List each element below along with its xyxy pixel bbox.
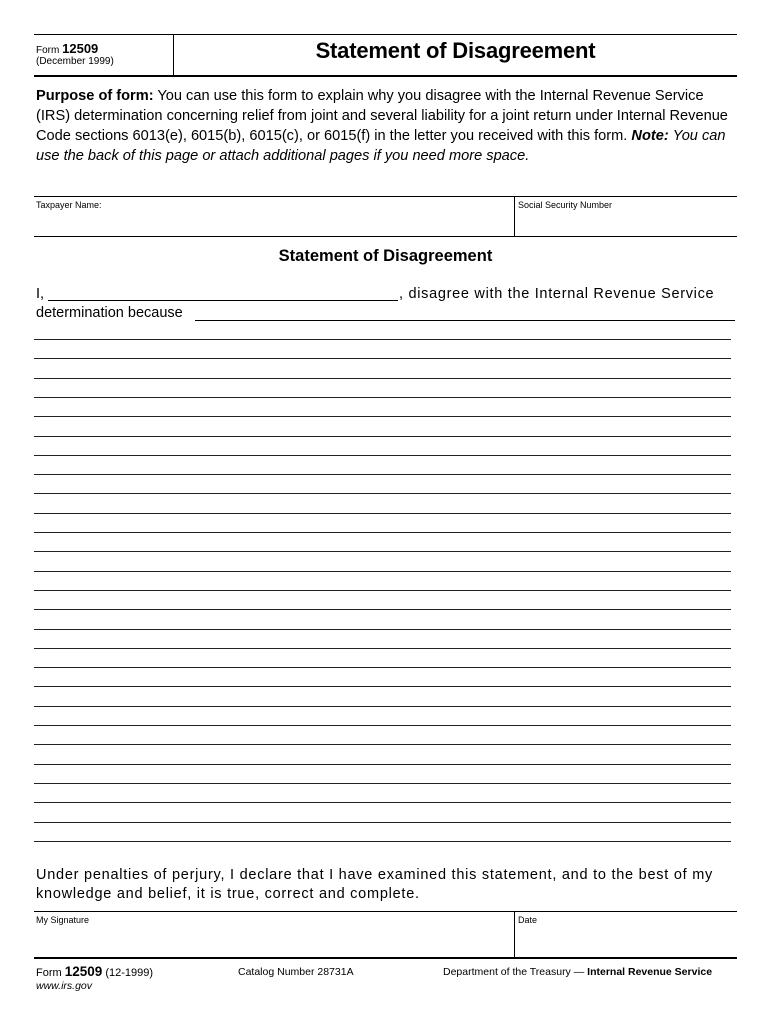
footer-form-number: 12509 [64,964,103,979]
writing-line [34,513,731,514]
writing-line [34,339,731,340]
writing-line [34,551,731,552]
purpose-label: Purpose of form: [36,88,154,104]
taxpayer-divider [514,197,515,236]
footer-form-id [36,964,153,979]
taxpayer-name-field[interactable]: Taxpayer Name: [36,200,102,210]
note-text: You can use the back of this page or attach additional pages if you need more space. [36,128,726,164]
writing-line [34,609,731,610]
name-blank-field[interactable] [48,300,398,301]
signature-field[interactable]: My Signature [36,915,90,925]
purpose-text: You can use this form to explain why you disagree with the Internal Revenue Service (IRS) determination concerning relief from joint and several liability for a joint return under Internal Revenue Code sections 6013(e), 6015(b), 6015(c), or 6015(f) in the letter you received with this form. [36,88,728,144]
note-label: Note: [631,128,669,144]
form-number: 12509 [62,41,99,56]
footer-department [443,966,712,978]
reason-blank-field[interactable] [195,320,735,321]
writing-line [34,725,731,726]
perjury-statement: Under penalties of perjury, I declare that I have examined this statement, and to the best of my knowledge and belief, it is true, correct and complete. [36,867,714,902]
ssn-field[interactable]: Social Security Number [518,200,613,210]
writing-line [34,358,731,359]
writing-line [34,841,731,842]
because-text: determination because [36,305,183,321]
section-title: Statement of Disagreement [278,247,493,265]
writing-line [34,648,731,649]
i-text: I, [36,286,45,302]
writing-line [34,590,731,591]
form-date: (December 1999) [36,56,114,67]
writing-line [34,474,731,475]
signature-top-rule [34,911,737,912]
header-top-rule [34,34,737,35]
footer-revision: (12-1999) [105,967,154,979]
taxpayer-top-rule [34,196,737,197]
writing-line [34,436,731,437]
form-label: Form [36,45,60,56]
agency-text: Internal Revenue Service [587,966,713,978]
form-id [36,41,98,56]
writing-line [34,764,731,765]
writing-line [34,629,731,630]
header-bottom-rule [34,75,737,77]
writing-line [34,706,731,707]
writing-line [34,416,731,417]
writing-line [34,571,731,572]
writing-line [34,802,731,803]
catalog-number: Catalog Number 28731A [238,966,354,978]
signature-bottom-rule [34,957,737,959]
department-text: Department of the Treasury — [443,966,585,978]
disagree-text: , disagree with the Internal Revenue Service [399,286,715,302]
taxpayer-bottom-rule [34,236,737,237]
writing-line [34,532,731,533]
date-field[interactable]: Date [518,915,538,925]
page-title: Statement of Disagreement [315,38,596,63]
writing-line [34,822,731,823]
writing-line [34,783,731,784]
writing-line [34,378,731,379]
writing-line [34,455,731,456]
purpose-paragraph [36,86,741,166]
writing-line [34,493,731,494]
footer-website: www.irs.gov [36,980,93,992]
writing-line [34,744,731,745]
signature-divider [514,912,515,957]
writing-line [34,686,731,687]
footer-form-label: Form [36,967,62,979]
writing-line [34,397,731,398]
writing-line [34,667,731,668]
